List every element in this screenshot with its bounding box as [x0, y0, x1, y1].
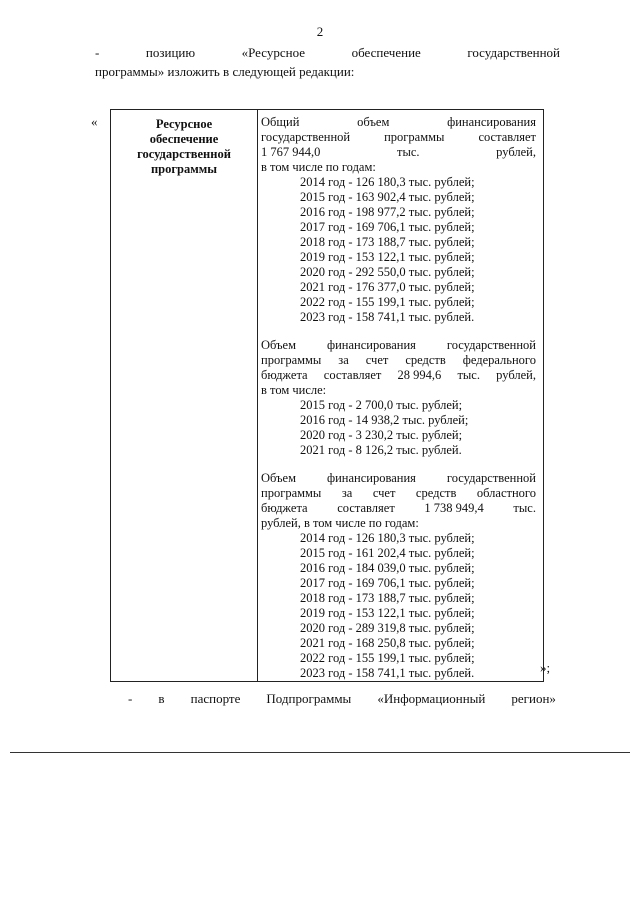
financing-head-line [261, 471, 536, 486]
year-amount-line: 2017 год - 169 706,1 тыс. рублей; [300, 220, 475, 234]
bottom-word: паспорте [190, 691, 241, 706]
financing-head-line [261, 145, 536, 160]
intro-line-2-text: программы» изложить в следующей редакции: [95, 64, 355, 79]
bottom-word: - [128, 691, 133, 706]
financing-word: финансирования [327, 338, 416, 352]
financing-word: финансирования [447, 115, 536, 129]
financing-word: государственной [446, 338, 536, 352]
bottom-line [128, 691, 556, 707]
financing-head-line [261, 486, 536, 501]
financing-word: за [338, 353, 349, 367]
close-quote: »; [540, 660, 551, 675]
financing-cell [261, 115, 536, 694]
financing-word: составляет [337, 501, 395, 515]
year-amount-line: 2019 год - 153 122,1 тыс. рублей; [300, 606, 475, 620]
financing-word: счет [365, 353, 389, 367]
financing-block [261, 471, 536, 681]
financing-word: областного [476, 486, 536, 500]
intro-word: - [95, 45, 100, 60]
year-amount-line: 2021 год - 8 126,2 тыс. рублей. [300, 443, 462, 457]
year-amount-line: 2018 год - 173 188,7 тыс. рублей; [300, 591, 475, 605]
column-divider [257, 110, 258, 681]
intro-word: государственной [467, 45, 560, 60]
financing-lead-line: в том числе по годам: [261, 160, 376, 174]
financing-head-line [261, 338, 536, 353]
bottom-word: в [158, 691, 165, 706]
year-amount-line: 2021 год - 168 250,8 тыс. рублей; [300, 636, 475, 650]
page-number: 2 [316, 24, 324, 39]
financing-word: Общий [261, 115, 300, 129]
year-amount-line: 2023 год - 158 741,1 тыс. рублей. [300, 310, 475, 324]
financing-word: федерального [462, 353, 536, 367]
year-amount-line: 2015 год - 2 700,0 тыс. рублей; [300, 398, 463, 412]
financing-word: рублей, [496, 368, 536, 382]
financing-word: Объем [261, 471, 296, 485]
resource-label-line: обеспечение [149, 132, 219, 146]
financing-word: составляет [323, 368, 382, 382]
bottom-word: регион» [511, 691, 556, 706]
year-amount-line: 2022 год - 155 199,1 тыс. рублей; [300, 295, 475, 309]
financing-head-line [261, 368, 536, 383]
intro-line-1 [95, 44, 560, 62]
intro-word: позицию [145, 45, 196, 60]
year-amount-line: 2016 год - 198 977,2 тыс. рублей; [300, 205, 475, 219]
year-amount-line: 2014 год - 126 180,3 тыс. рублей; [300, 531, 475, 545]
year-amount-line: 2020 год - 292 550,0 тыс. рублей; [300, 265, 475, 279]
financing-word: 1 767 944,0 [261, 145, 321, 159]
intro-word: обеспечение [351, 45, 421, 60]
financing-word: объем [357, 115, 390, 129]
resource-label-line: Ресурсное [155, 117, 213, 131]
year-amount-line: 2020 год - 289 319,8 тыс. рублей; [300, 621, 475, 635]
year-amount-line: 2021 год - 176 377,0 тыс. рублей; [300, 280, 475, 294]
financing-word: тыс. [457, 368, 480, 382]
financing-word: государственной [446, 471, 536, 485]
open-quote: « [91, 114, 98, 129]
year-amount-line: 2016 год - 14 938,2 тыс. рублей; [300, 413, 469, 427]
financing-block [261, 115, 536, 325]
financing-word: 28 994,6 [397, 368, 442, 382]
financing-word: тыс. [513, 501, 536, 515]
financing-word: 1 738 949,4 [424, 501, 484, 515]
year-amount-line: 2015 год - 163 902,4 тыс. рублей; [300, 190, 475, 204]
financing-head-line [261, 130, 536, 145]
year-amount-line: 2022 год - 155 199,1 тыс. рублей; [300, 651, 475, 665]
year-amount-line: 2023 год - 158 741,1 тыс. рублей. [300, 666, 475, 680]
financing-word: тыс. [397, 145, 420, 159]
resource-label-line: программы [150, 162, 218, 176]
financing-word: Объем [261, 338, 296, 352]
year-amount-line: 2019 год - 153 122,1 тыс. рублей; [300, 250, 475, 264]
financing-word: за [341, 486, 353, 500]
financing-head-line [261, 115, 536, 130]
financing-word: средств [405, 353, 446, 367]
bottom-word: «Информационный [377, 691, 486, 706]
bottom-word: Подпрограммы [266, 691, 352, 706]
intro-word: «Ресурсное [241, 45, 306, 60]
resource-label-cell [113, 117, 255, 177]
page-separator-rule [10, 752, 630, 753]
financing-word: составляет [478, 130, 536, 144]
financing-word: финансирования [327, 471, 416, 485]
financing-lead-line: рублей, в том числе по годам: [261, 516, 419, 530]
year-amount-line: 2014 год - 126 180,3 тыс. рублей; [300, 175, 475, 189]
financing-word: бюджета [261, 501, 308, 515]
financing-word: программы [261, 353, 322, 367]
year-amount-line: 2020 год - 3 230,2 тыс. рублей; [300, 428, 463, 442]
financing-word: программы [261, 486, 322, 500]
financing-word: средств [415, 486, 457, 500]
year-amount-line: 2016 год - 184 039,0 тыс. рублей; [300, 561, 475, 575]
year-amount-line: 2017 год - 169 706,1 тыс. рублей; [300, 576, 475, 590]
financing-lead-line: в том числе: [261, 383, 327, 397]
year-amount-line: 2018 год - 173 188,7 тыс. рублей; [300, 235, 475, 249]
financing-head-line [261, 501, 536, 516]
financing-block [261, 338, 536, 458]
resource-table [110, 109, 544, 682]
financing-word: программы [384, 130, 445, 144]
financing-word: бюджета [261, 368, 308, 382]
financing-word: государственной [261, 130, 351, 144]
financing-word: счет [372, 486, 396, 500]
financing-head-line [261, 353, 536, 368]
financing-word: рублей, [496, 145, 536, 159]
year-amount-line: 2015 год - 161 202,4 тыс. рублей; [300, 546, 475, 560]
resource-label-line: государственной [137, 147, 231, 161]
intro-line-2 [95, 63, 560, 81]
